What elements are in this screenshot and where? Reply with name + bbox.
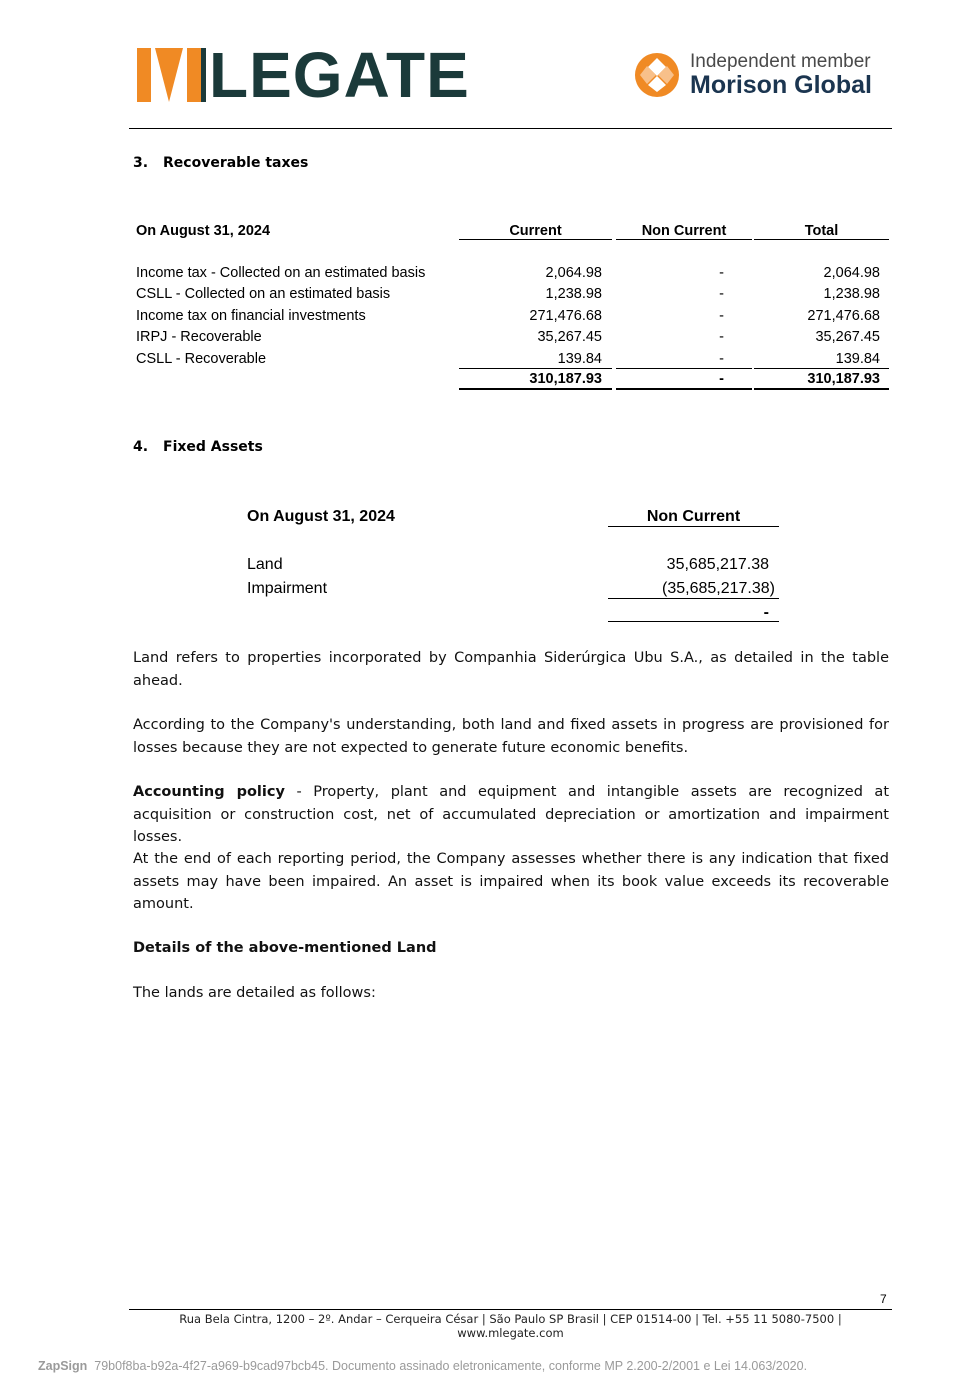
table-row: CSLL - Collected on an estimated basis 1,238.98 - 1,238.98 xyxy=(136,286,880,302)
table-row: IRPJ - Recoverable 35,267.45 - 35,267.45 xyxy=(136,329,880,345)
total-non-current: - xyxy=(763,604,769,621)
total-non-current: - xyxy=(719,371,724,387)
section-3-number: 3. xyxy=(133,155,149,171)
section-3-heading xyxy=(133,155,308,171)
accounting-policy-label: Accounting policy xyxy=(133,784,285,800)
table-row: Land 35,685,217.38 xyxy=(247,556,769,573)
table-row: Income tax - Collected on an estimated basis 2,064.98 - 2,064.98 xyxy=(136,265,880,281)
section-4-number: 4. xyxy=(133,439,149,455)
zapsign-brand: ZapSign xyxy=(38,1359,88,1373)
table-row: Impairment (35,685,217.38) xyxy=(247,580,775,597)
table-date-label: On August 31, 2024 xyxy=(136,223,271,239)
details-heading: Details of the above-mentioned Land xyxy=(133,940,437,956)
mlegate-logo-text: LEGATE xyxy=(209,39,470,111)
column-header-current: Current xyxy=(509,223,562,239)
zapsign-signature-line xyxy=(38,1359,807,1373)
table-total-row xyxy=(247,603,787,623)
footer-divider xyxy=(129,1309,892,1310)
total-current: 310,187.93 xyxy=(529,371,602,387)
section-4-title: Fixed Assets xyxy=(163,439,263,455)
header-divider xyxy=(129,128,892,129)
mlegate-logo xyxy=(137,39,470,111)
paragraph-impairment: At the end of each reporting period, the Company assesses whether there is any indication that fixed assets may have been impaired. An asset is impaired when its book value exceeds its recoverable amount. xyxy=(133,851,889,912)
table-header-row xyxy=(247,507,787,527)
morison-global-text: Morison Global xyxy=(690,70,872,99)
paragraph-accounting-policy: Accounting policy - Property, plant and equipment and intangible assets are recognized at acquisition or construction cost, net of accumulated depreciation or amortization and impairment losses. xyxy=(133,784,890,845)
paragraph-lands-detailed: The lands are detailed as follows: xyxy=(133,985,376,1001)
table-header-row xyxy=(136,222,892,240)
paragraph-land: Land refers to properties incorporated by Companhia Siderúrgica Ubu S.A., as detailed in the table ahead. xyxy=(133,650,889,689)
table-row: Income tax on financial investments 271,476.68 - 271,476.68 xyxy=(136,308,880,324)
table-row: CSLL - Recoverable 139.84 - 139.84 xyxy=(136,351,880,367)
footer-address: Rua Bela Cintra, 1200 – 2º. Andar – Cerqueira César | São Paulo SP Brasil | CEP 01514-00 | Tel. +55 11 5080-7500 | www.mlegate.com xyxy=(179,1312,842,1340)
table-total-row xyxy=(136,370,892,388)
column-header-non-current: Non Current xyxy=(646,508,741,525)
column-header-total: Total xyxy=(804,223,839,239)
independent-member-text: Independent member xyxy=(690,51,871,72)
fixed-assets-table xyxy=(247,507,787,627)
mlegate-m-mark-icon xyxy=(137,48,203,102)
paragraph-provision: According to the Company's understanding, both land and fixed assets in progress are provisioned for losses because they are not expected to generate future economic benefits. xyxy=(133,717,889,756)
recoverable-taxes-table xyxy=(136,222,892,397)
page-number: 7 xyxy=(880,1292,887,1306)
column-header-non-current: Non Current xyxy=(641,223,727,239)
zapsign-text: 79b0f8ba-b92a-4f27-a969-b9cad97bcb45. Documento assinado eletronicamente, conforme MP 2.200-2/2001 e Lei 14.063/2020. xyxy=(94,1359,808,1373)
total-total: 310,187.93 xyxy=(807,371,880,387)
section-3-title: Recoverable taxes xyxy=(163,155,309,171)
morison-emblem-icon xyxy=(634,52,680,98)
section-4-heading xyxy=(133,439,263,455)
morison-global-logo xyxy=(634,52,872,98)
table-date-label: On August 31, 2024 xyxy=(247,508,395,525)
